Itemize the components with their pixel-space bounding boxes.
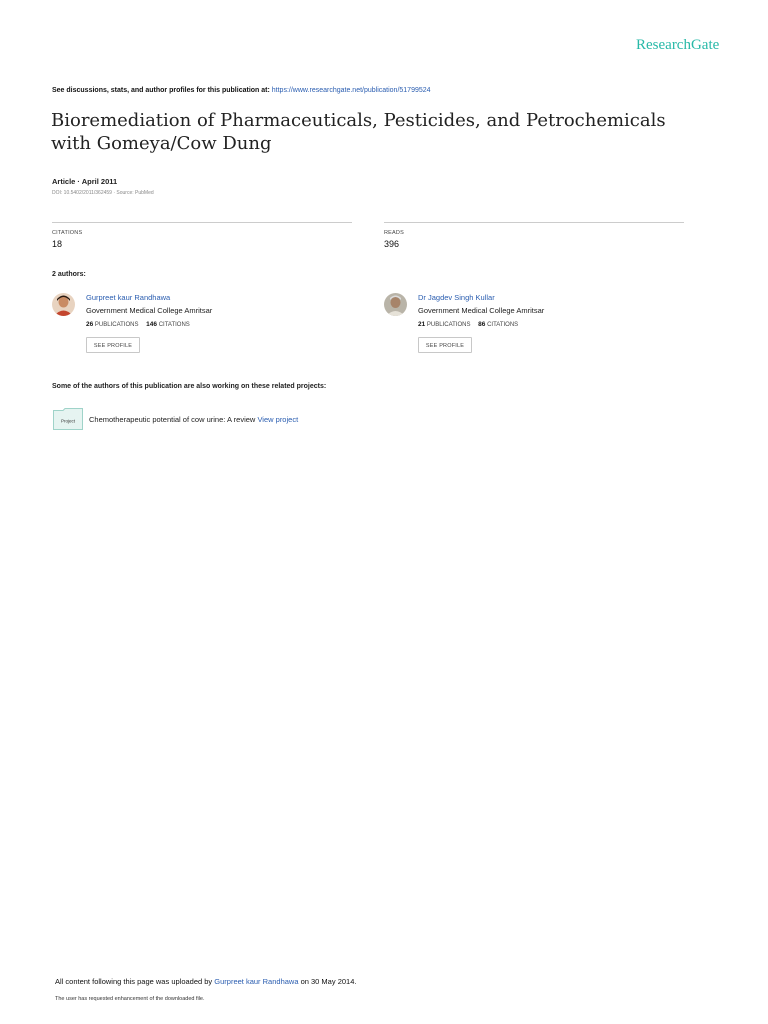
reads-value: 396 — [384, 239, 400, 249]
project-title: Chemotherapeutic potential of cow urine: A review — [89, 415, 258, 424]
author-institution: Government Medical College Amritsar — [86, 306, 213, 315]
publications-label: PUBLICATIONS — [426, 322, 471, 328]
article-doi-source: DOI: 10.5402/2011/362459 · Source: PubMed — [52, 190, 154, 196]
upload-note — [55, 977, 356, 986]
author-citations-label: CITATIONS — [487, 322, 519, 328]
project-folder-icon[interactable] — [53, 408, 83, 430]
author-name[interactable]: Gurpreet kaur Randhawa — [86, 293, 171, 302]
citations-divider — [52, 222, 352, 223]
uploader-link[interactable]: Gurpreet kaur Randhawa — [214, 977, 299, 986]
publications-label: PUBLICATIONS — [94, 322, 139, 328]
citations-count: 86 — [478, 321, 486, 328]
citations-count: 146 — [146, 321, 158, 328]
author-stats — [86, 321, 190, 328]
author-name[interactable]: Dr Jagdev Singh Kullar — [418, 293, 495, 302]
author-institution: Government Medical College Amritsar — [418, 306, 545, 315]
author-card — [384, 293, 684, 363]
view-project-link[interactable]: View project — [257, 415, 299, 424]
discussion-line — [52, 87, 431, 94]
reads-divider — [384, 222, 684, 223]
see-profile-button[interactable]: SEE PROFILE — [86, 337, 140, 353]
person-photo-icon — [52, 293, 75, 316]
article-title: Bioremediation of Pharmaceuticals, Pesticides, and Petrochemicals with Gomeya/Cow Dung — [51, 110, 666, 154]
publications-count: 21 — [418, 321, 426, 328]
project-icon-label: Project — [60, 418, 76, 424]
author-card — [52, 293, 352, 363]
citations-value: 18 — [52, 239, 63, 249]
citations-label: CITATIONS — [52, 230, 83, 236]
discussion-prefix: See discussions, stats, and author profiles for this publication at: — [52, 87, 272, 94]
researchgate-logo[interactable]: ResearchGate — [636, 37, 720, 53]
upload-suffix: on 30 May 2014. — [298, 977, 357, 986]
author-avatar[interactable] — [52, 293, 75, 316]
project-entry — [89, 415, 298, 424]
reads-label: READS — [384, 230, 404, 236]
person-photo-icon — [384, 293, 407, 316]
author-stats — [418, 321, 518, 328]
publication-link[interactable]: https://www.researchgate.net/publication/51799524 — [271, 87, 431, 94]
upload-prefix: All content following this page was uploaded by — [55, 977, 215, 986]
author-citations-label: CITATIONS — [158, 322, 190, 328]
author-avatar[interactable] — [384, 293, 407, 316]
related-projects-heading: Some of the authors of this publication are also working on these related projects: — [52, 383, 327, 390]
publications-count: 26 — [86, 321, 94, 328]
authors-heading: 2 authors: — [52, 271, 86, 278]
see-profile-button[interactable]: SEE PROFILE — [418, 337, 472, 353]
article-type-date: Article · April 2011 — [52, 177, 118, 186]
enhancement-note: The user has requested enhancement of the downloaded file. — [55, 996, 205, 1002]
